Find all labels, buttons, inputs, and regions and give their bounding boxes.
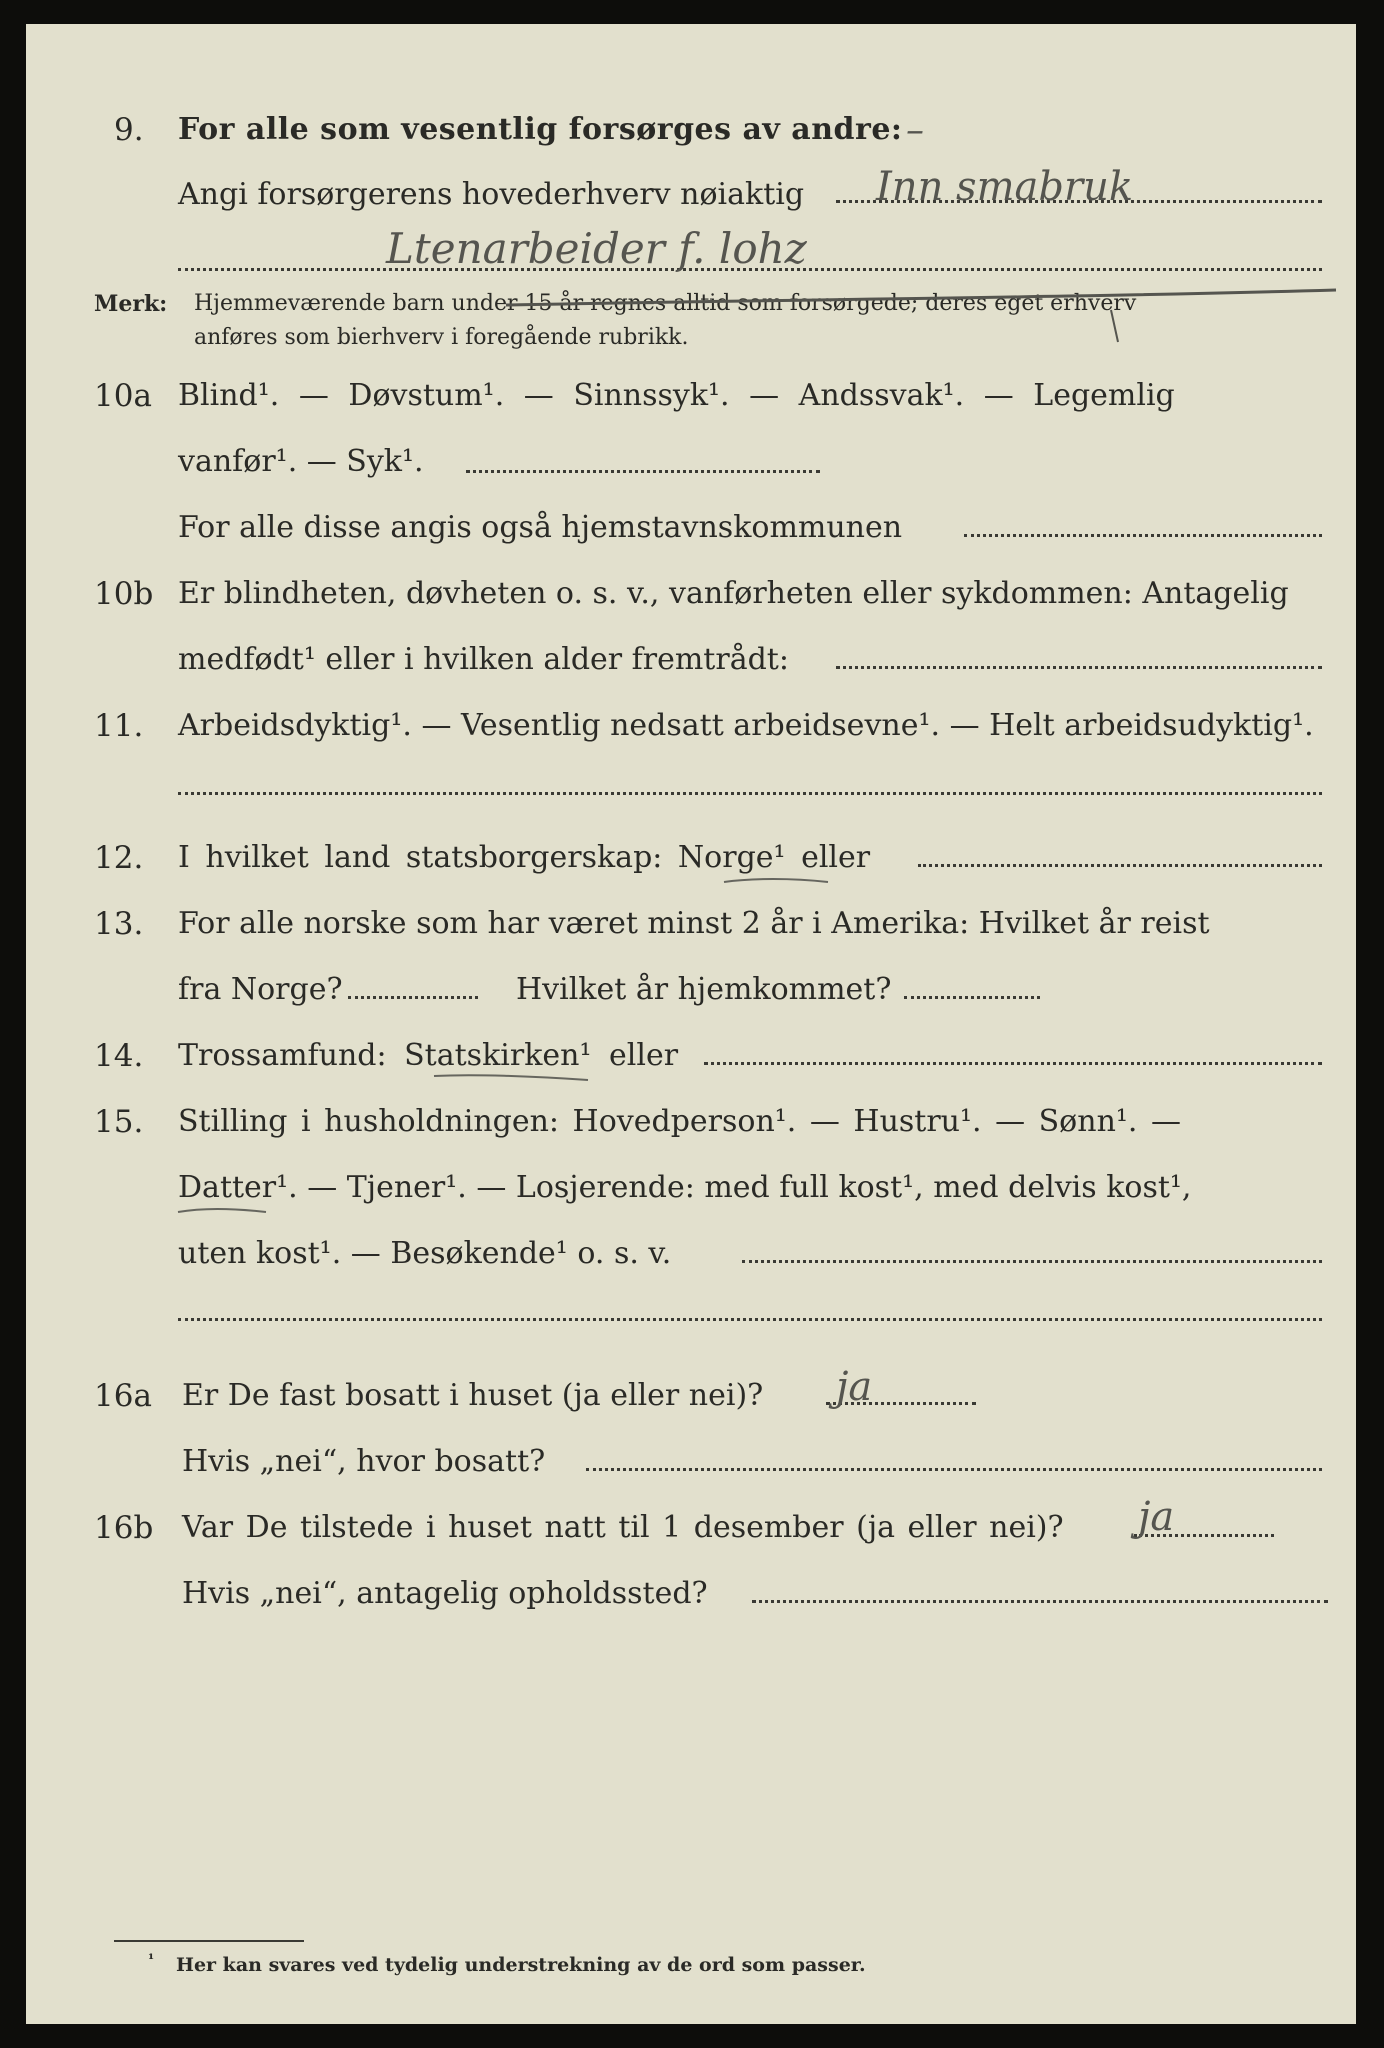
q16b-answer-line-2: [752, 1600, 1328, 1603]
q10a-answer-line-1: [466, 470, 820, 473]
q10a-line-1: Blind¹. — Døvstum¹. — Sinnssyk¹. — Andssvak¹. — Legemlig: [178, 378, 1175, 413]
q9-number: 9.: [114, 112, 144, 148]
q16b-line-2: Hvis „nei“, antagelig opholdssted?: [182, 1576, 708, 1611]
merk-line-2: anføres som bierhverv i foregående rubrikk.: [194, 325, 689, 350]
q9-heading: For alle som vesentlig forsørges av andre:: [178, 112, 903, 147]
q9-answer-handwritten-1: Inn smabruk: [876, 164, 1134, 210]
q13-line-1: For alle norske som har været minst 2 år i Amerika: Hvilket år reist: [178, 906, 1210, 941]
datter-underline-mark: [176, 1204, 276, 1218]
q16b-line-1: Var De tilstede i huset natt til 1 desember (ja eller nei)?: [182, 1510, 1064, 1545]
q12-answer-line: [918, 864, 1322, 867]
q13-answer-line-1: [348, 996, 478, 999]
q12-number: 12.: [94, 840, 144, 876]
statskirken-underline-mark: [432, 1070, 592, 1084]
q14-answer-line: [704, 1062, 1322, 1065]
q16a-answer-handwritten: ja: [836, 1364, 873, 1410]
q10a-line-3: For alle disse angis også hjemstavnskommunen: [178, 510, 903, 545]
q10a-answer-line-2: [964, 534, 1322, 537]
q10b-line-2: medfødt¹ eller i hvilken alder fremtrådt:: [178, 642, 789, 677]
norge-underline-mark: [722, 874, 832, 888]
q15-line-1: Stilling i husholdningen: Hovedperson¹. — Hustru¹. — Sønn¹. —: [178, 1104, 1181, 1139]
q13-line-2b: Hvilket år hjemkommet?: [516, 972, 892, 1007]
census-form-page: [26, 24, 1356, 2024]
q11-number: 11.: [94, 708, 144, 744]
q15-answer-line-1: [742, 1260, 1322, 1263]
q16a-line-1: Er De fast bosatt i huset (ja eller nei)?: [182, 1378, 764, 1413]
q9-prompt: Angi forsørgerens hovederhverv nøiaktig: [178, 177, 805, 212]
q11-answer-line: [178, 792, 1322, 795]
q11-line-1: Arbeidsdyktig¹. — Vesentlig nedsatt arbeidsevne¹. — Helt arbeidsudyktig¹.: [178, 708, 1314, 743]
q10b-answer-line: [836, 666, 1322, 669]
q13-number: 13.: [94, 906, 144, 942]
q16a-answer-line-2: [586, 1468, 1322, 1471]
q16a-line-2: Hvis „nei“, hvor bosatt?: [182, 1444, 546, 1479]
q10b-number: 10b: [94, 576, 154, 612]
q12-line-1: I hvilket land statsborgerskap: Norge¹ eller: [178, 840, 871, 875]
footnote-rule: [114, 1940, 304, 1942]
q15-answer-line-2: [178, 1318, 1322, 1321]
q16b-answer-handwritten: ja: [1138, 1494, 1175, 1540]
q16b-number: 16b: [94, 1510, 154, 1546]
merk-line-1: Hjemmeværende barn under 15 år regnes alltid som forsørgede; deres eget erhverv: [194, 291, 1137, 316]
q9-dash-handwritten: –: [906, 110, 924, 151]
q15-line-2: Datter¹. — Tjener¹. — Losjerende: med full kost¹, med delvis kost¹,: [178, 1170, 1192, 1205]
q15-number: 15.: [94, 1104, 144, 1140]
q13-answer-line-2: [904, 996, 1040, 999]
q14-number: 14.: [94, 1038, 144, 1074]
q10b-line-1: Er blindheten, døvheten o. s. v., vanførheten eller sykdommen: Antagelig: [178, 576, 1289, 611]
q10a-line-2: vanfør¹. — Syk¹.: [178, 444, 424, 479]
q9-answer-handwritten-2: Ltenarbeider f. lohz: [386, 224, 807, 273]
q10a-number: 10a: [94, 378, 152, 414]
merk-strikethrough-mark: [506, 280, 1346, 360]
merk-label: Merk:: [94, 291, 168, 317]
q14-line-1: Trossamfund: Statskirken¹ eller: [178, 1038, 679, 1073]
q13-line-2a: fra Norge?: [178, 972, 343, 1007]
footnote-text: Her kan svares ved tydelig understrekning av de ord som passer.: [176, 1954, 866, 1976]
q15-line-3: uten kost¹. — Besøkende¹ o. s. v.: [178, 1236, 672, 1271]
footnote-mark: ¹: [148, 1952, 155, 1968]
q16a-number: 16a: [94, 1378, 152, 1414]
